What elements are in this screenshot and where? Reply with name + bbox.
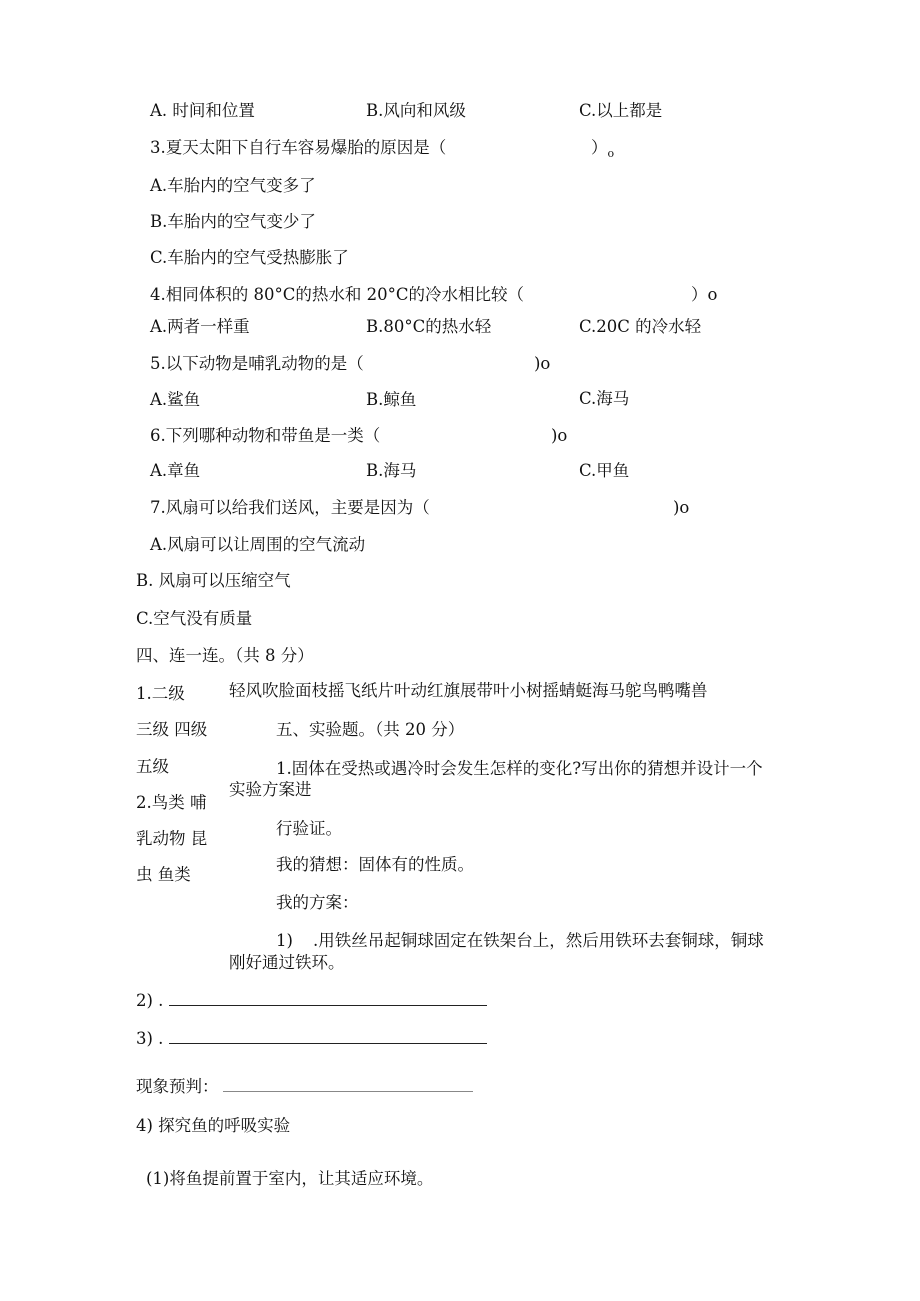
q3-option-a: A.车胎内的空气变多了	[150, 176, 316, 195]
match-item-2: 2.鸟类 哺	[136, 793, 207, 812]
experiment-q1-line2: 实验方案进	[229, 780, 312, 799]
prediction-blank[interactable]	[223, 1077, 473, 1092]
q5-option-c: C.海马	[579, 389, 630, 408]
plan-step-2-blank[interactable]	[169, 991, 487, 1006]
plan-step-3-label: 3) .	[136, 1029, 164, 1048]
q6-stem: 6.下列哪种动物和带鱼是一类（	[150, 426, 381, 445]
experiment-q1-line3: 行验证。	[276, 819, 342, 838]
q4-option-a: A.两者一样重	[150, 317, 250, 336]
q3-option-b: B.车胎内的空气变少了	[150, 212, 316, 231]
q4-option-b: B.80°C的热水轻	[366, 317, 492, 336]
q7-option-a: A.风扇可以让周围的空气流动	[150, 535, 366, 554]
q3-close: ）	[591, 138, 608, 157]
prediction	[136, 1077, 473, 1097]
q5-option-b: B.鲸鱼	[366, 390, 417, 409]
q7-option-b: B. 风扇可以压缩空气	[136, 571, 291, 590]
q3-mark: o	[607, 147, 615, 160]
plan-step-3	[136, 1029, 487, 1049]
plan-step-2	[136, 991, 487, 1011]
q5-close: )o	[534, 354, 551, 373]
q7-stem: 7.风扇可以给我们送风，主要是因为（	[150, 498, 430, 517]
q6-option-a: A.章鱼	[150, 461, 201, 480]
plan-step-1-number: 1)	[276, 931, 293, 950]
q2-option-b: B.风向和风级	[366, 101, 466, 120]
plan-step-1-line1: .用铁丝吊起铜球固定在铁架台上，然后用铁环去套铜球，铜球	[313, 931, 764, 950]
q6-close: )o	[551, 426, 568, 445]
q3-stem: 3.夏天太阳下自行车容易爆胎的原因是（	[150, 138, 447, 157]
match-categories-b: 虫 鱼类	[136, 865, 191, 884]
q3-close-paren	[591, 138, 614, 160]
prediction-label: 现象预判：	[136, 1077, 219, 1096]
section-5-heading: 五、实验题。（共 20 分）	[276, 720, 465, 739]
my-guess: 我的猜想：固体有的性质。	[276, 855, 474, 874]
match-categories-a: 乳动物 昆	[136, 829, 208, 848]
match-item-1: 1.二级	[136, 684, 185, 703]
q5-stem: 5.以下动物是哺乳动物的是（	[150, 354, 364, 373]
experiment-q4: 4) 探究鱼的呼吸实验	[136, 1116, 291, 1135]
q3-option-c: C.车胎内的空气受热膨胀了	[150, 248, 349, 267]
plan-step-1-line2: 刚好通过铁环。	[229, 953, 345, 972]
experiment-q4-step-1: (1)将鱼提前置于室内，让其适应环境。	[146, 1169, 434, 1188]
q2-option-a: A. 时间和位置	[150, 101, 255, 120]
q2-option-c: C.以上都是	[579, 101, 663, 120]
q7-close: )o	[673, 498, 690, 517]
my-plan: 我的方案：	[276, 893, 359, 912]
q5-option-a: A.鲨鱼	[150, 390, 201, 409]
q6-option-c: C.甲鱼	[579, 461, 630, 480]
match-word-list: 轻风吹脸面枝摇飞纸片叶动红旗展带叶小树摇蜻蜓海马鸵鸟鸭嘴兽	[229, 681, 708, 700]
q4-option-c: C.20C 的冷水轻	[579, 317, 702, 336]
plan-step-3-blank[interactable]	[169, 1029, 487, 1044]
q6-option-b: B.海马	[366, 461, 417, 480]
match-levels-b: 五级	[136, 757, 169, 776]
section-4-heading: 四、连一连。（共 8 分）	[136, 646, 314, 665]
match-levels-a: 三级 四级	[136, 720, 208, 739]
q4-stem: 4.相同体积的 80°C的热水和 20°C的冷水相比较（	[150, 285, 524, 304]
plan-step-2-label: 2) .	[136, 991, 164, 1010]
q7-option-c: C.空气没有质量	[136, 609, 253, 628]
q4-close: ）o	[691, 285, 718, 304]
experiment-q1-line1: 1.固体在受热或遇冷时会发生怎样的变化?写出你的猜想并设计一个	[276, 759, 763, 778]
